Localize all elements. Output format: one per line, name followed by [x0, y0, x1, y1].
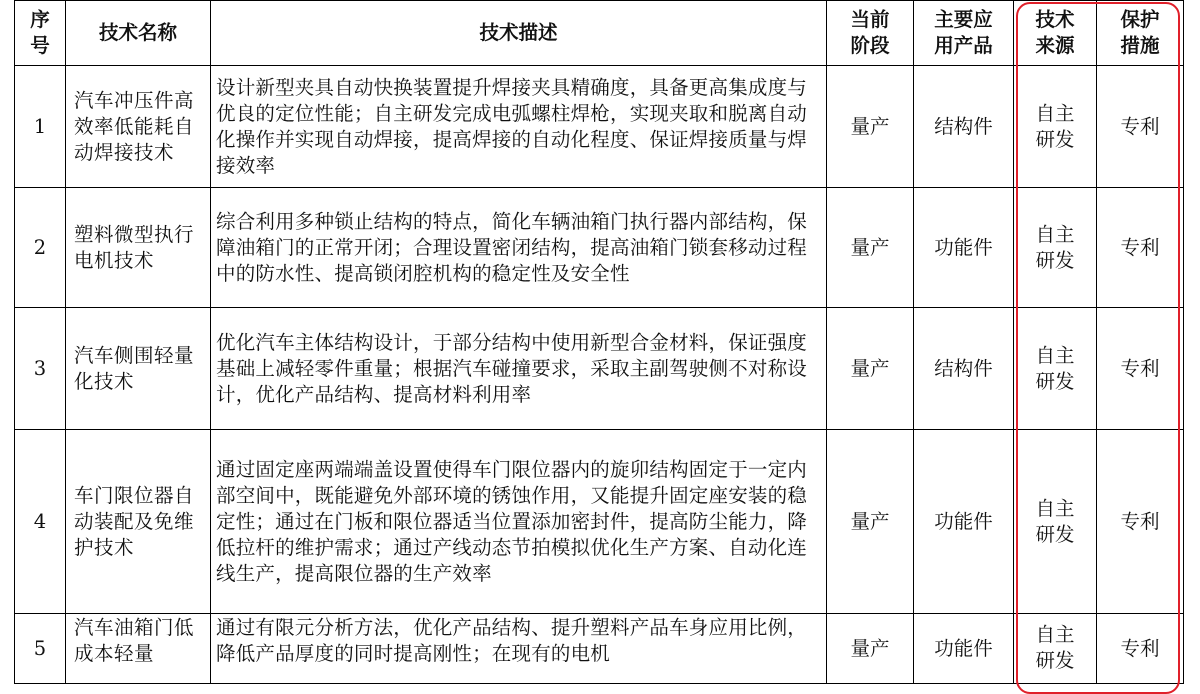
tech-product: 功能件: [914, 614, 1014, 684]
tech-description: 设计新型夹具自动快换装置提升焊接夹具精确度，具备更高集成度与优良的定位性能；自主研发完成电弧螺柱焊枪，实现夹取和脱离自动化操作并实现自动焊接，提高焊接的自动化程度、保证焊接质量与焊接效率: [211, 66, 827, 188]
tech-protection: 专利: [1097, 66, 1184, 188]
header-stage: 当前 阶段: [827, 1, 914, 66]
tech-source: 自主 研发: [1014, 188, 1097, 308]
tech-description: [211, 614, 827, 684]
tech-name: 车门限位器自动装配及免维护技术: [66, 430, 211, 614]
tech-source: 自主 研发: [1014, 430, 1097, 614]
header-row: [15, 1, 1184, 66]
tech-product: 功能件: [914, 430, 1014, 614]
header-name: 技术名称: [66, 1, 211, 66]
table-row: [15, 66, 1184, 188]
header-source: 技术 来源: [1014, 1, 1097, 66]
tech-source-text: 自主 研发: [1035, 623, 1075, 672]
technology-table: [14, 0, 1184, 684]
tech-name: 塑料微型执行电机技术: [66, 188, 211, 308]
header-num: 序 号: [15, 1, 66, 66]
tech-name: 汽车侧围轻量化技术: [66, 308, 211, 430]
tech-source: 自主 研发: [1014, 66, 1097, 188]
tech-product: 功能件: [914, 188, 1014, 308]
row-number: 4: [15, 430, 66, 614]
tech-stage: 量产: [827, 614, 914, 684]
tech-name: [66, 614, 211, 684]
header-protection: 保护 措施: [1097, 1, 1184, 66]
header-desc: 技术描述: [211, 1, 827, 66]
tech-description: 优化汽车主体结构设计，于部分结构中使用新型合金材料，保证强度基础上减轻零件重量；根据汽车碰撞要求，采取主副驾驶侧不对称设计，优化产品结构、提高材料利用率: [211, 308, 827, 430]
tech-stage: 量产: [827, 430, 914, 614]
tech-source: 自主 研发: [1014, 308, 1097, 430]
table-row: [15, 614, 1184, 684]
row-number: 3: [15, 308, 66, 430]
tech-product: 结构件: [914, 308, 1014, 430]
tech-description-text: 通过有限元分析方法，优化产品结构、提升塑料产品车身应用比例，降低产品厚度的同时提高刚性；在现有的电机: [216, 616, 808, 665]
tech-protection: 专利: [1097, 188, 1184, 308]
table-row: [15, 430, 1184, 614]
tech-description: 综合利用多种锁止结构的特点，简化车辆油箱门执行器内部结构，保障油箱门的正常开闭；合理设置密闭结构，提高油箱门锁套移动过程中的防水性、提高锁闭腔机构的稳定性及安全性: [211, 188, 827, 308]
tech-name-text: 汽车油箱门低成本轻量: [74, 616, 195, 665]
row-number: 1: [15, 66, 66, 188]
tech-stage: 量产: [827, 188, 914, 308]
tech-product: 结构件: [914, 66, 1014, 188]
row-number: 2: [15, 188, 66, 308]
tech-protection: 专利: [1097, 430, 1184, 614]
tech-stage: 量产: [827, 308, 914, 430]
tech-description: 通过固定座两端端盖设置使得车门限位器内的旋卯结构固定于一定内部空间中，既能避免外部环境的锈蚀作用，又能提升固定座安装的稳定性；通过在门板和限位器适当位置添加密封件，提高防尘能力，降低拉杆的维护需求；通过产线动态节拍模拟优化生产方案、自动化连线生产，提高限位器的生产效率: [211, 430, 827, 614]
tech-name: 汽车冲压件高效率低能耗自动焊接技术: [66, 66, 211, 188]
row-number: 5: [15, 614, 66, 684]
tech-protection: 专利: [1097, 614, 1184, 684]
table-row: [15, 308, 1184, 430]
header-product: 主要应 用产品: [914, 1, 1014, 66]
tech-source: [1014, 614, 1097, 684]
tech-stage: 量产: [827, 66, 914, 188]
table-row: [15, 188, 1184, 308]
tech-protection: 专利: [1097, 308, 1184, 430]
